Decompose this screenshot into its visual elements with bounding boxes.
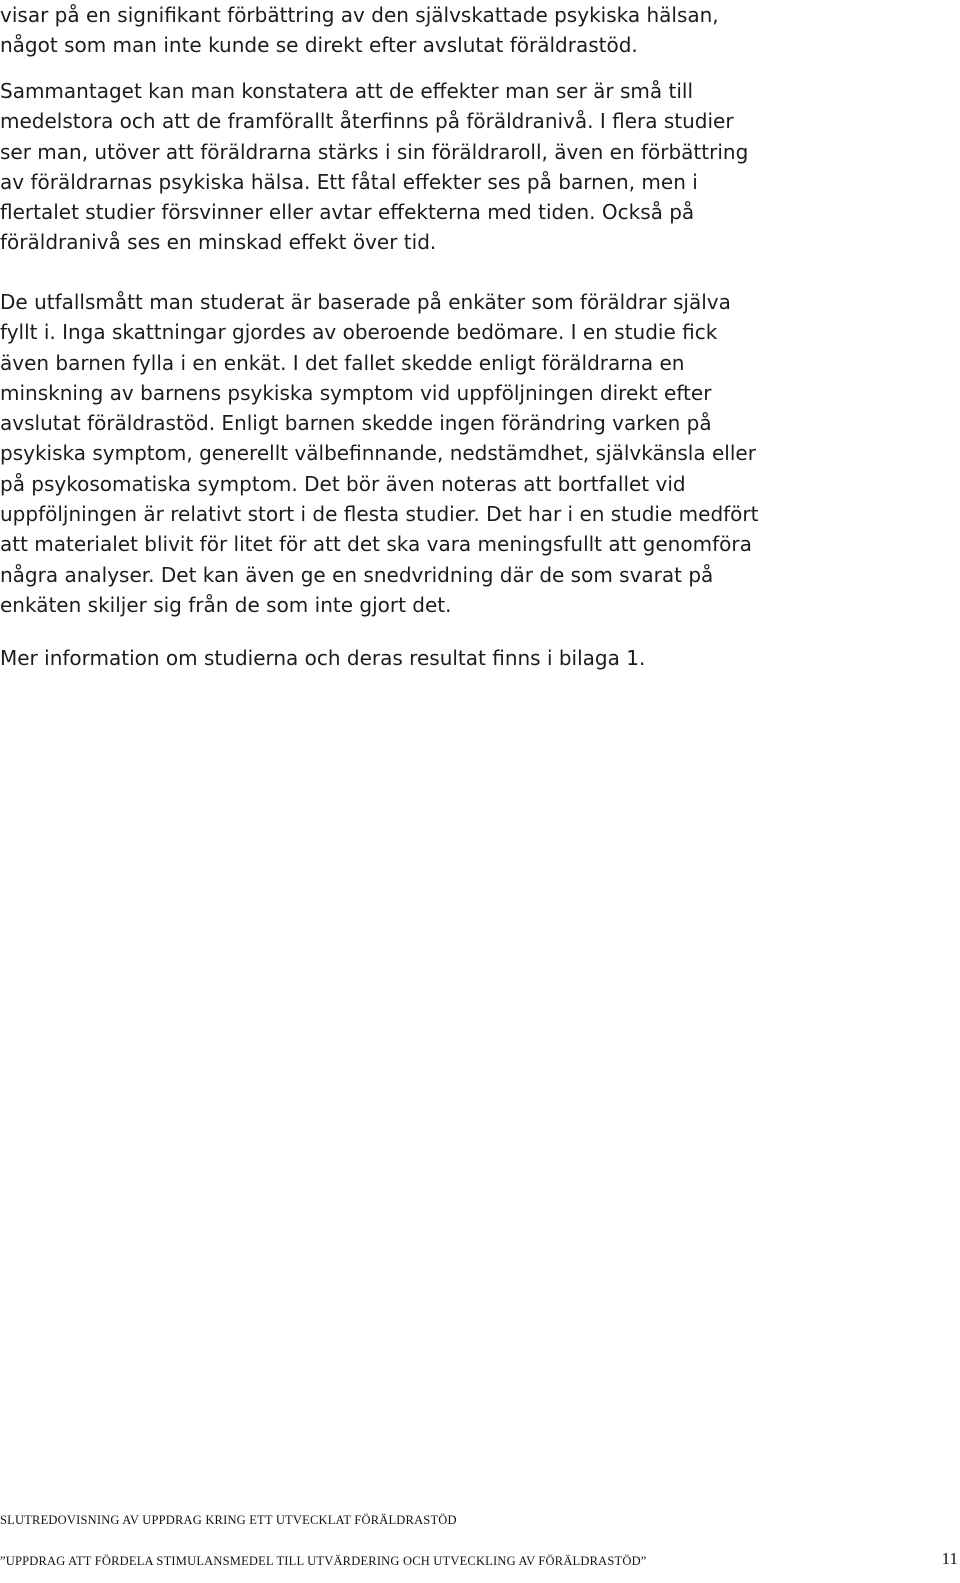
paragraph-line: psykiska symptom, generellt välbefinnande, nedstämdhet, självkänsla eller [0, 441, 756, 466]
paragraph-line: föräldranivå ses en minskad effekt över tid. [0, 230, 437, 255]
paragraph-line: ser man, utöver att föräldrarna stärks i sin föräldraroll, även en förbättring [0, 139, 749, 164]
paragraph-line: flertalet studier försvinner eller avtar effekterna med tiden. Också på [0, 200, 695, 225]
paragraph-line: fyllt i. Inga skattningar gjordes av oberoende bedömare. I en studie fick [0, 320, 718, 345]
paragraph-line: minskning av barnens psykiska symptom vid uppföljningen direkt efter [0, 380, 712, 405]
paragraph-line: enkäten skiljer sig från de som inte gjort det. [0, 592, 452, 617]
paragraph-line: på psykosomatiska symptom. Det bör även noteras att bortfallet vid [0, 471, 686, 496]
paragraph-line: Mer information om studierna och deras resultat finns i bilaga 1. [0, 646, 646, 670]
paragraph-2 [0, 76, 830, 258]
paragraph-line: uppföljningen är relativt stort i de flesta studier. Det har i en studie medfört [0, 502, 759, 527]
footer-report-title: SLUTREDOVISNING AV UPPDRAG KRING ETT UTVECKLAT FÖRÄLDRASTÖD [0, 1513, 457, 1527]
paragraph-line: Sammantaget kan man konstatera att de effekter man ser är små till [0, 79, 694, 103]
page-number: 11 [941, 1549, 958, 1568]
paragraph-line: medelstora och att de framförallt återfinns på föräldranivå. I flera studier [0, 109, 734, 134]
paragraph-4 [0, 643, 830, 673]
paragraph-1 [0, 0, 830, 61]
paragraph-line: avslutat föräldrastöd. Enligt barnen skedde ingen förändring varken på [0, 411, 712, 436]
paragraph-3 [0, 287, 830, 620]
paragraph-line: av föräldrarnas psykiska hälsa. Ett fåtal effekter ses på barnen, men i [0, 169, 698, 194]
paragraph-line: visar på en signifikant förbättring av den självskattade psykiska hälsan, [0, 3, 719, 27]
paragraph-line: även barnen fylla i en enkät. I det fallet skedde enligt föräldrarna en [0, 350, 685, 375]
footer-assignment-title: ”UPPDRAG ATT FÖRDELA STIMULANSMEDEL TILL UTVÄRDERING OCH UTVECKLING AV FÖRÄLDRASTÖD” [0, 1554, 647, 1568]
paragraph-line: att materialet blivit för litet för att det ska vara meningsfullt att genomföra [0, 532, 752, 557]
paragraph-line: De utfallsmått man studerat är baserade på enkäter som föräldrar själva [0, 290, 731, 314]
paragraph-line: något som man inte kunde se direkt efter avslutat föräldrastöd. [0, 33, 638, 58]
paragraph-line: några analyser. Det kan även ge en snedvridning där de som svarat på [0, 562, 714, 587]
